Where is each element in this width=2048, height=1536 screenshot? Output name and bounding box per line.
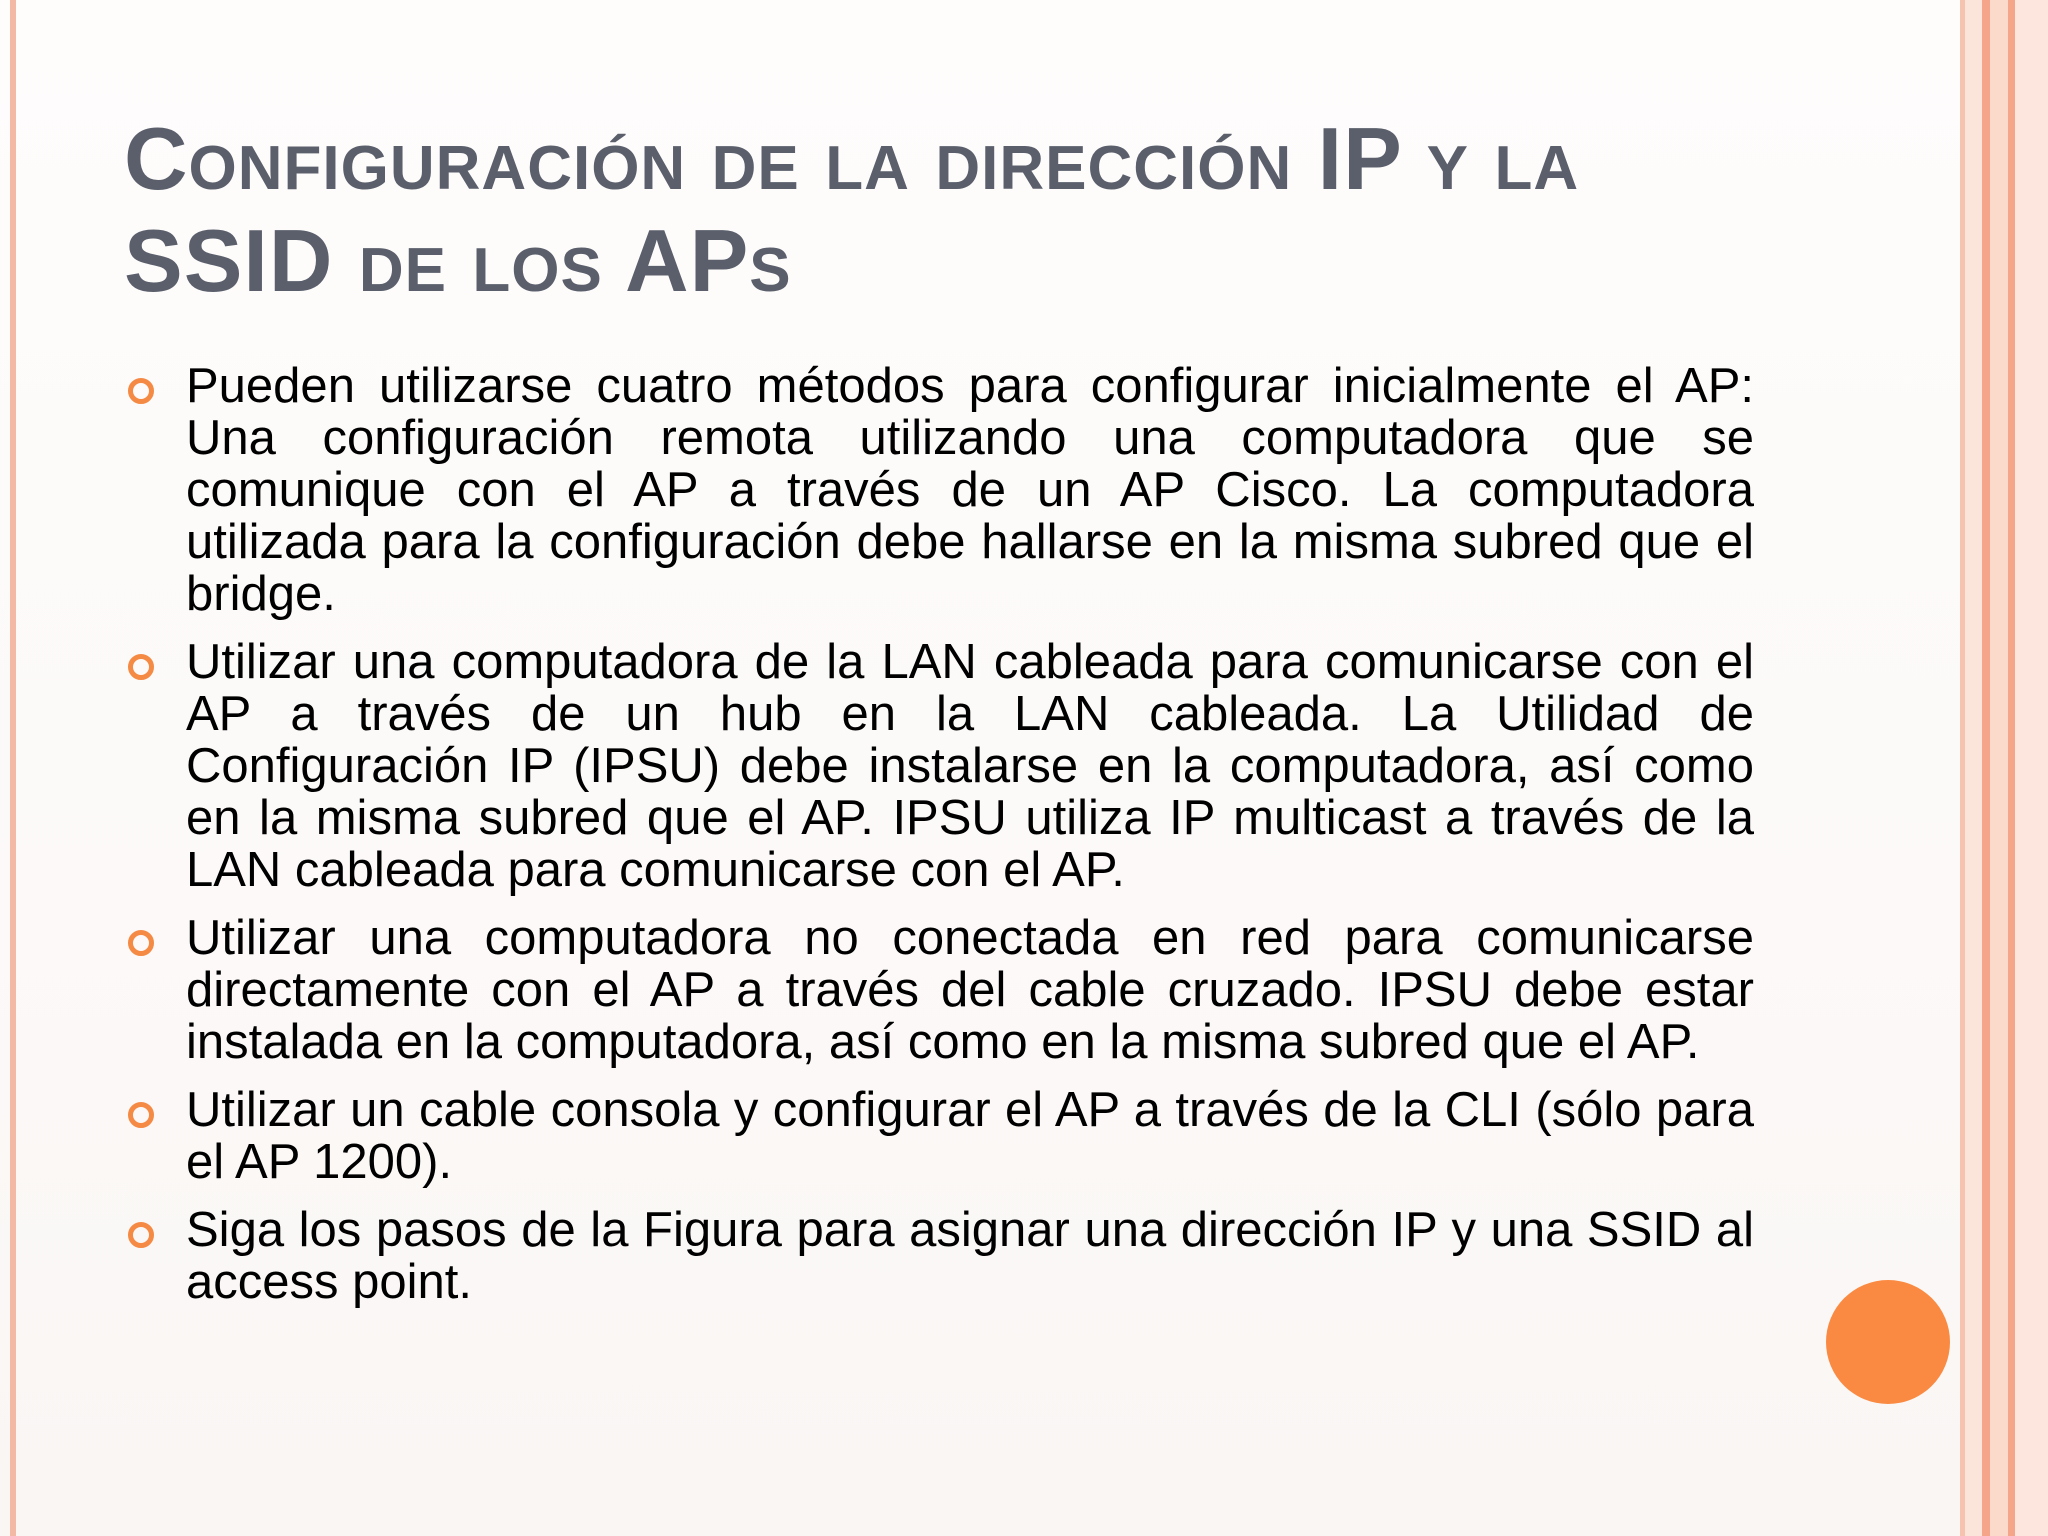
bullet-item <box>124 360 1754 620</box>
hollow-circle-icon <box>128 930 154 956</box>
hollow-circle-icon <box>128 1222 154 1248</box>
right-border-band <box>1982 0 1990 1536</box>
hollow-circle-icon <box>128 378 154 404</box>
right-border-band <box>2015 0 2048 1536</box>
decorative-orange-circle <box>1826 1280 1950 1404</box>
bullet-text: Pueden utilizarse cuatro métodos para configurar inicialmente el AP: Una configuración remota utilizando una computadora que se comunique con el AP a través de un AP Cisco. La computadora utilizada para la configuración debe hallarse en la misma subred que el bridge. <box>186 359 1754 621</box>
bullet-list <box>124 360 1754 1324</box>
bullet-text: Siga los pasos de la Figura para asignar una dirección IP y una SSID al access point. <box>186 1203 1754 1309</box>
bullet-item <box>124 912 1754 1068</box>
bullet-item <box>124 1204 1754 1308</box>
left-border-stripe <box>10 0 16 1536</box>
hollow-circle-icon <box>128 1102 154 1128</box>
bullet-item <box>124 1084 1754 1188</box>
bullet-text: Utilizar una computadora de la LAN cableada para comunicarse con el AP a través de un hub en la LAN cableada. La Utilidad de Configuración IP (IPSU) debe instalarse en la computadora, así como en la misma subred que el AP. IPSU utiliza IP multicast a través de la LAN cableada para comunicarse con el AP. <box>186 635 1754 897</box>
bullet-text: Utilizar un cable consola y configurar el AP a través de la CLI (sólo para el AP 1200). <box>186 1083 1754 1189</box>
right-border-band <box>1965 0 1982 1536</box>
bullet-item <box>124 636 1754 896</box>
bullet-text: Utilizar una computadora no conectada en red para comunicarse directamente con el AP a través del cable cruzado. IPSU debe estar instalada en la computadora, así como en la misma subred que el AP. <box>186 911 1754 1069</box>
right-border-band <box>2008 0 2015 1536</box>
right-border-band <box>1990 0 2008 1536</box>
slide-title: Configuración de la dirección IP y la SSID de los APs <box>124 109 1580 310</box>
hollow-circle-icon <box>128 654 154 680</box>
